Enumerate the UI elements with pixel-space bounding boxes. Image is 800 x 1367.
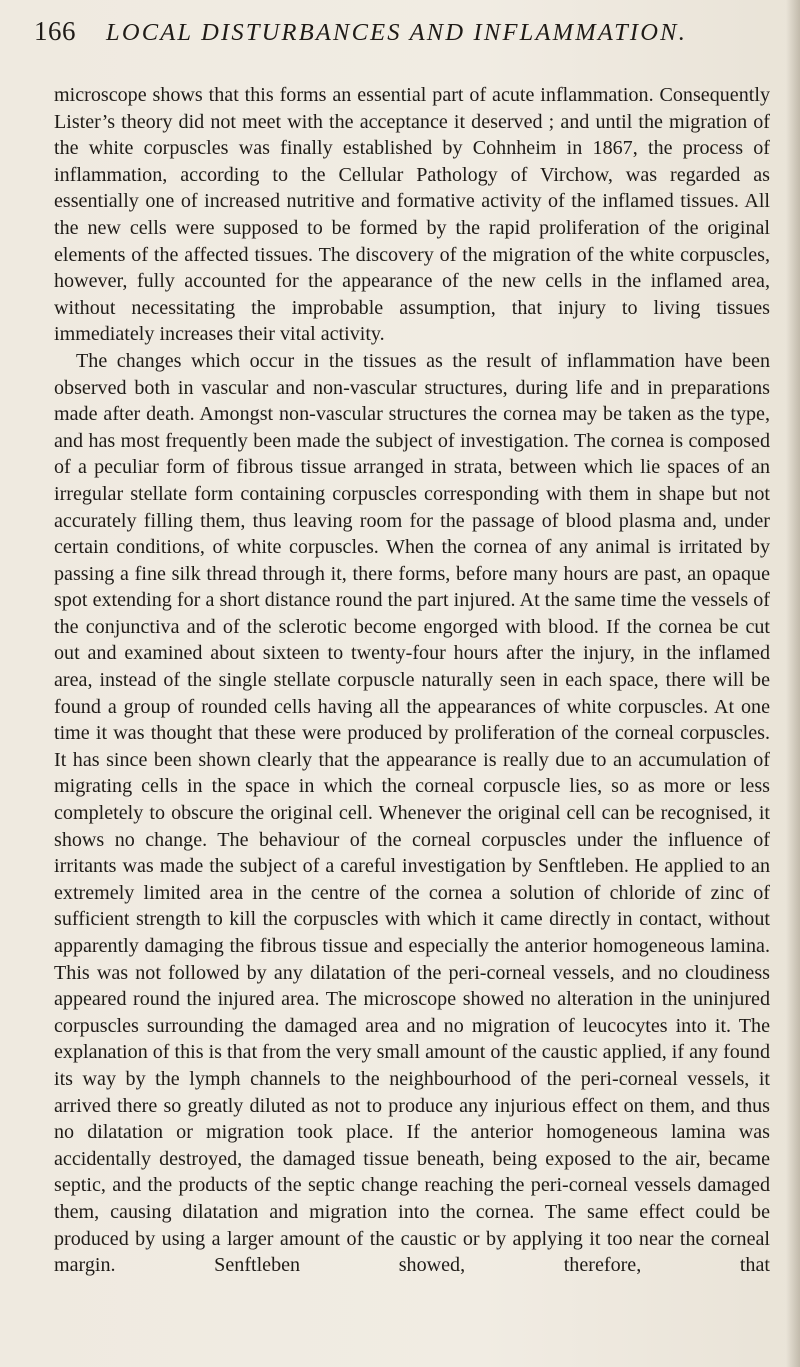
paragraph-2: The changes which occur in the tissues as the result of inflammation have been observed both in vascular and non-vascular structures, during life and in preparations made after death. Amongst non-vascular structures the cornea may be taken as the type, and has most frequently been made the subject of investigation. The cornea is composed of a peculiar form of fibrous tissue arranged in strata, between which lie spaces of an irregular stellate form containing corpuscles corresponding with them in shape but not accurately filling them, thus leaving room for the passage of blood plasma and, under certain conditions, of white corpuscles. When the cornea of any animal is irritated by passing a fine silk thread through it, there forms, before many hours are past, an opaque spot extending for a short distance round the part injured. At the same time the vessels of the conjunctiva and of the sclerotic become engorged with blood. If the cornea be cut out and examined about sixteen to twenty-four hours after the injury, in the inflamed area, instead of the single stellate corpuscle naturally seen in each space, there will be found a group of rounded cells having all the appearances of white corpuscles. At one time it was thought that these were produced by proliferation of the corneal corpuscles. It has since been shown clearly that the appearance is really due to an accumulation of migrating cells in the space in which the corneal corpuscle lies, so as more or less completely to obscure the original cell. Whenever the original cell can be recognised, it shows no change. The behaviour of the corneal corpuscles under the influence of irritants was made the subject of a careful investigation by Senftleben. He applied to an extremely limited area in the centre of the cornea a solution of chloride of zinc of sufficient strength to kill the corpuscles with which it came directly in contact, without apparently damaging the fibrous tissue and especially the anterior homogeneous lamina. This was not followed by any dilatation of the peri-corneal vessels, and no cloudiness appeared round the injured area. The microscope showed no alteration in the uninjured corpuscles surrounding the damaged area and no migration of leucocytes into it. The explanation of this is that from the very small amount of the caustic applied, if any found its way by the lymph channels to the neighbourhood of the peri-corneal vessels, it arrived there so greatly diluted as not to produce any injurious effect on them, and thus no dilatation or migration took place. If the anterior homogeneous lamina was accidentally destroyed, the damaged tissue beneath, being exposed to the air, became septic, and the products of the septic change reaching the peri-corneal vessels damaged them, causing dilatation and migration into the cornea. The same effect could be produced by using a larger amount of the caustic or by applying it too near the corneal margin. Senftleben showed, therefore, that <box>54 349 770 1277</box>
body-text <box>54 82 770 1279</box>
running-title: LOCAL DISTURBANCES AND INFLAMMATION. <box>106 19 688 46</box>
page-edge-shadow <box>786 0 800 1367</box>
page-number: 166 <box>34 16 76 46</box>
paragraph-1: microscope shows that this forms an essential part of acute inflammation. Consequently Lister’s theory did not meet with the acceptance it deserved ; and until the migration of the white corpuscles was finally established by Cohnheim in 1867, the process of inflammation, according to the Cellular Pathology of Virchow, was regarded as essentially one of increased nutritive and formative activity of the inflamed tissues. All the new cells were supposed to be formed by the rapid proliferation of the original elements of the affected tissues. The discovery of the migration of the white corpuscles, however, fully accounted for the appearance of the new cells in the inflamed area, without necessitating the improbable assumption, that injury to living tissues immediately increases their vital activity. <box>54 84 770 346</box>
running-head <box>34 16 754 56</box>
